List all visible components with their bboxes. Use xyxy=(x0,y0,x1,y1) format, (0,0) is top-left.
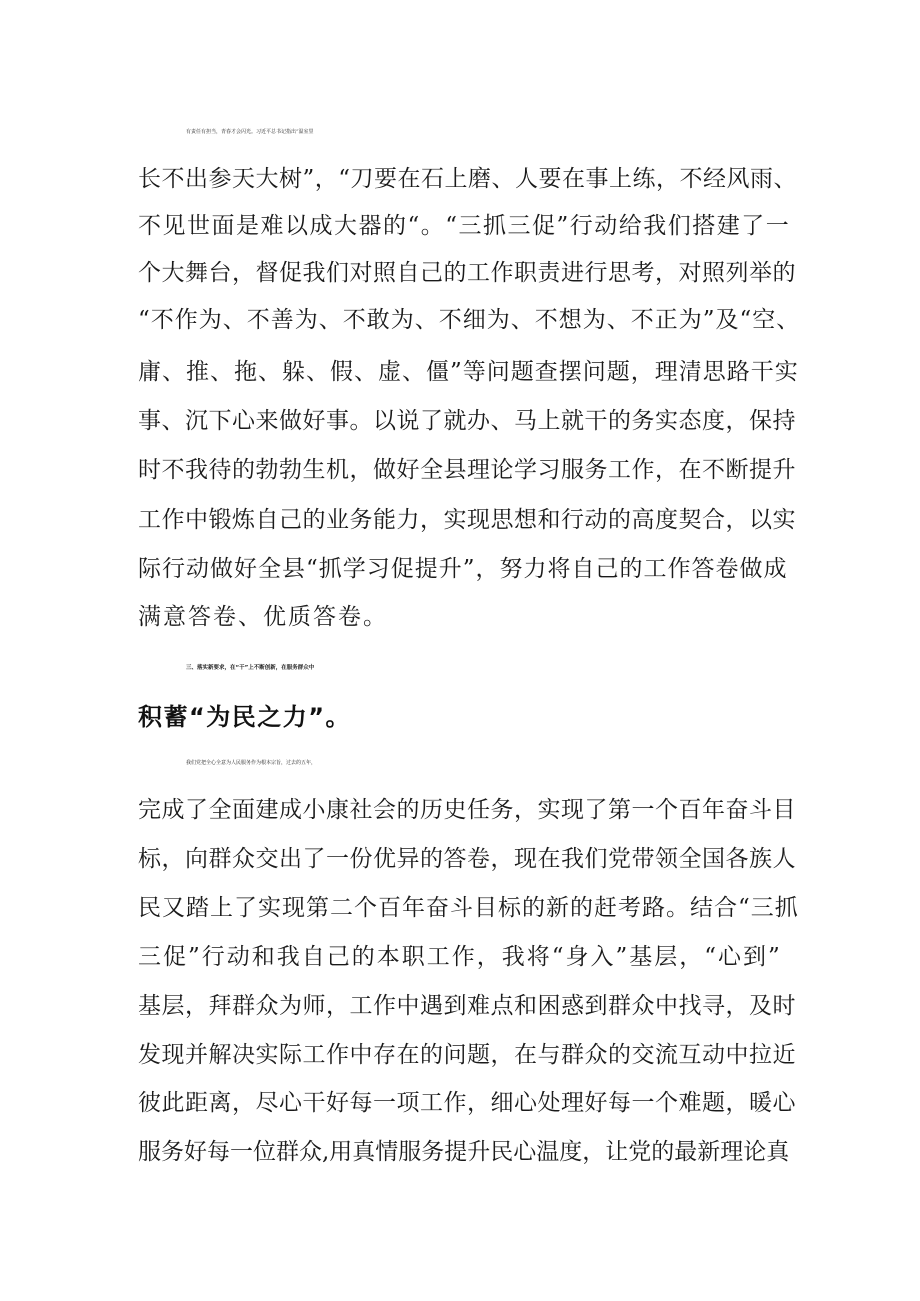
paragraph-2-line-7: 发现并解决实际工作中存在的问题，在与群众的交流互动中拉近 xyxy=(138,1042,796,1068)
section-heading-line-2: 积蓄“为民之力”。 xyxy=(138,703,352,731)
paragraph-1-line-9: 工作中锻炼自己的业务能力，实现思想和行动的高度契合，以实 xyxy=(138,507,796,533)
paragraph-1-line-3: 不见世面是难以成大器的“。“三抓三促”行动给我们搭建了一 xyxy=(138,213,791,239)
paragraph-1-line-10: 际行动做好全县“抓学习促提升”，努力将自己的工作答卷做成 xyxy=(138,556,788,582)
paragraph-2-line-1: 我们党把全心全意为人民服务作为根本宗旨，过去的五年， xyxy=(186,760,317,766)
paragraph-2-line-2: 完成了全面建成小康社会的历史任务，实现了第一个百年奋斗目 xyxy=(138,797,796,823)
paragraph-1-line-2: 长不出参天大树”，“刀要在石上磨、人要在事上练，不经风雨、 xyxy=(138,166,798,192)
paragraph-1-line-8: 时不我待的勃勃生机，做好全县理论学习服务工作，在不断提升 xyxy=(138,457,796,483)
paragraph-2-line-5: 三促”行动和我自己的本职工作，我将“身入”基层，“心到” xyxy=(138,944,782,970)
paragraph-2-line-9: 服务好每一位群众,用真情服务提升民心温度，让党的最新理论真 xyxy=(138,1139,790,1165)
paragraph-1-line-7: 事、沉下心来做好事。以说了就办、马上就干的务实态度，保持 xyxy=(138,408,796,434)
paragraph-1-line-1: 有责任有担当，青春才会闪光。习近平总书记指出“温室里 xyxy=(186,129,314,135)
paragraph-2-line-3: 标，向群众交出了一份优异的答卷，现在我们党带领全国各族人 xyxy=(138,846,796,872)
paragraph-2-line-8: 彼此距离，尽心干好每一项工作，细心处理好每一个难题，暖心 xyxy=(138,1090,796,1116)
paragraph-1-line-11: 满意答卷、优质答卷。 xyxy=(138,604,388,630)
paragraph-1-line-4: 个大舞台，督促我们对照自己的工作职责进行思考，对照列举的 xyxy=(138,260,796,286)
paragraph-2-line-4: 民又踏上了实现第二个百年奋斗目标的新的赶考路。结合“三抓 xyxy=(138,895,799,921)
section-heading-line-1: 三、落实新要求，在“干”上不断创新，在服务群众中 xyxy=(186,665,315,671)
paragraph-1-line-5: “不作为、不善为、不敢为、不细为、不想为、不正为”及“空、 xyxy=(138,307,801,333)
paragraph-1-line-6: 庸、推、拖、躲、假、虚、僵”等问题查摆问题，理清思路干实 xyxy=(138,359,799,385)
paragraph-2-line-6: 基层，拜群众为师，工作中遇到难点和困惑到群众中找寻，及时 xyxy=(138,993,796,1019)
